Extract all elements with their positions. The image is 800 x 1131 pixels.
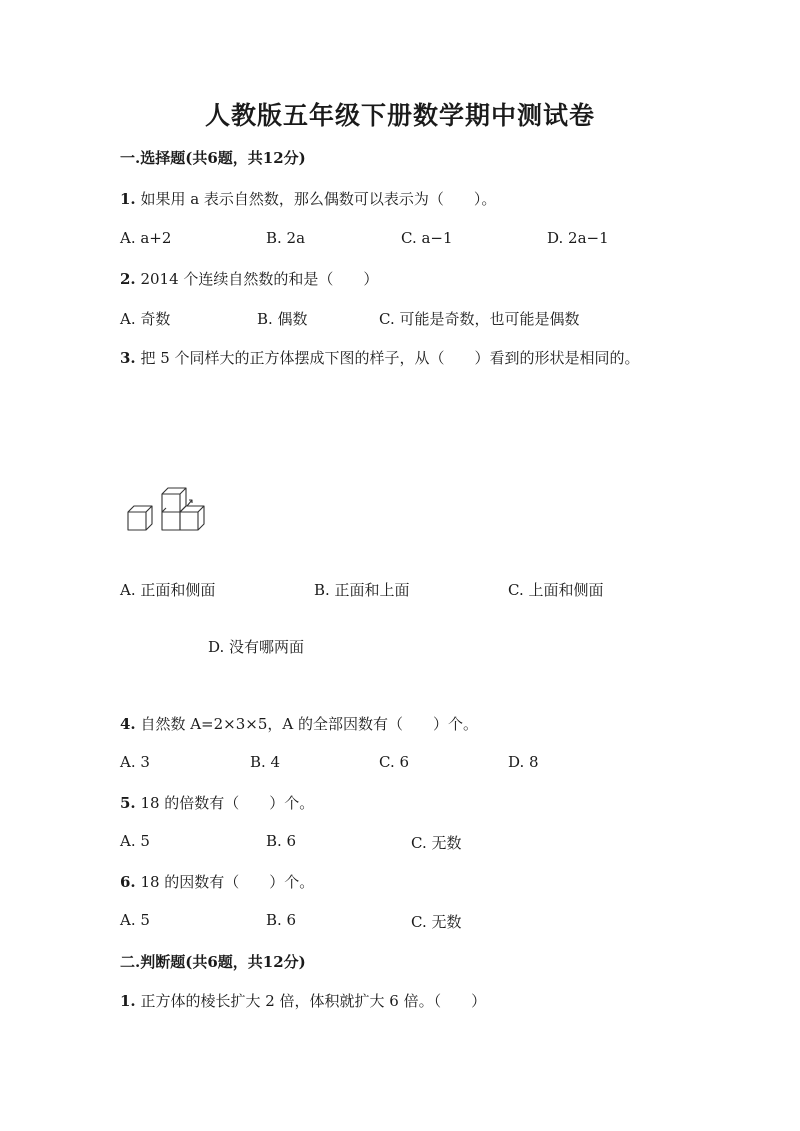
question-number: 5.	[120, 794, 136, 812]
q3-option-b: B. 正面和上面	[314, 581, 410, 599]
question-number: 3.	[120, 349, 136, 367]
q1-option-a: A. a+2	[120, 229, 172, 247]
q4-option-b: B. 4	[250, 753, 281, 771]
question-4	[120, 713, 478, 734]
question-number: 2.	[120, 270, 136, 288]
question-text: 18 的因数有（ ）个。	[135, 873, 315, 891]
question-text: 18 的倍数有（ ）个。	[135, 794, 315, 812]
judgement-question-1	[120, 990, 486, 1011]
q6-option-a: A. 5	[120, 911, 150, 929]
section-heading-judgement: 二.判断题(共6题，共12分)	[120, 953, 306, 971]
question-3	[120, 347, 640, 368]
q1-option-b: B. 2a	[266, 229, 306, 247]
question-text: 2014 个连续自然数的和是（ ）	[135, 270, 379, 288]
question-text: 正方体的棱长扩大 2 倍，体积就扩大 6 倍。（ ）	[135, 992, 487, 1010]
question-number: 6.	[120, 873, 136, 891]
question-5	[120, 792, 314, 813]
q5-option-a: A. 5	[120, 832, 150, 850]
cube-arrangement-figure	[126, 486, 210, 532]
question-text: 如果用 a 表示自然数，那么偶数可以表示为（ ）。	[135, 190, 497, 208]
q5-option-c: C. 无数	[411, 834, 462, 852]
question-text: 把 5 个同样大的正方体摆成下图的样子，从（ ）看到的形状是相同的。	[135, 349, 640, 367]
question-text: 自然数 A=2×3×5，A 的全部因数有（ ）个。	[135, 715, 478, 733]
question-6	[120, 871, 314, 892]
question-number: 1.	[120, 992, 136, 1010]
q4-option-d: D. 8	[508, 753, 539, 771]
q1-option-c: C. a−1	[401, 229, 453, 247]
section-heading-choice: 一.选择题(共6题，共12分)	[120, 149, 306, 167]
q3-option-c: C. 上面和侧面	[508, 581, 604, 599]
question-number: 1.	[120, 190, 136, 208]
q1-option-d: D. 2a−1	[547, 229, 609, 247]
q3-option-d: D. 没有哪两面	[208, 638, 305, 656]
q5-option-b: B. 6	[266, 832, 297, 850]
q6-option-c: C. 无数	[411, 913, 462, 931]
q4-option-a: A. 3	[120, 753, 150, 771]
question-number: 4.	[120, 715, 136, 733]
question-2	[120, 268, 378, 289]
q2-option-a: A. 奇数	[120, 310, 171, 328]
q2-option-c: C. 可能是奇数，也可能是偶数	[379, 310, 580, 328]
q4-option-c: C. 6	[379, 753, 410, 771]
q2-option-b: B. 偶数	[257, 310, 308, 328]
q3-option-a: A. 正面和侧面	[120, 581, 216, 599]
question-1	[120, 188, 496, 209]
page-title: 人教版五年级下册数学期中测试卷	[204, 101, 595, 130]
q6-option-b: B. 6	[266, 911, 297, 929]
